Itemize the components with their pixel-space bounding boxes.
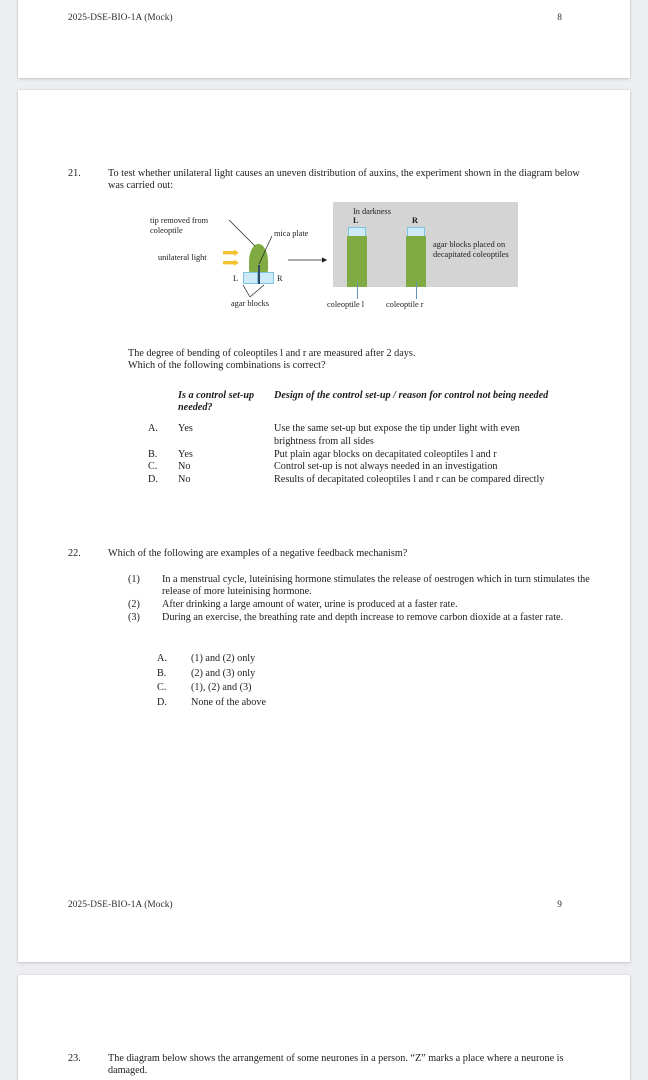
- list-item[interactable]: [156, 667, 267, 682]
- option-letter: C.: [148, 461, 158, 473]
- statement-text: After drinking a large amount of water, urine is produced at a faster rate.: [162, 599, 458, 611]
- page-8: [18, 0, 630, 78]
- agar-block-L-left-label: L: [233, 274, 239, 283]
- page-9-page-number: 9: [557, 900, 562, 910]
- option-design: Control set-up is not always needed in an investigation: [274, 461, 498, 473]
- tip-removed-label: tip removed from coleoptile: [150, 216, 209, 235]
- question-21-lead-in: [68, 348, 588, 373]
- question-22-number: 22.: [68, 548, 81, 559]
- statement-marker: (1): [128, 574, 140, 585]
- question-22-statements: [128, 574, 598, 625]
- statement-text: During an exercise, the breathing rate and depth increase to remove carbon dioxide at a faster rate.: [162, 612, 564, 624]
- option-needed: No: [178, 461, 191, 473]
- table-row[interactable]: [148, 461, 552, 474]
- agar-block-L-right-label: L: [353, 216, 359, 225]
- page-8-page-number: 8: [557, 13, 562, 23]
- agar-blocks-label: agar blocks: [231, 299, 270, 308]
- list-item[interactable]: [156, 696, 267, 711]
- diagram-connectors: [133, 202, 553, 327]
- choice-letter: B.: [157, 667, 167, 679]
- header-design-reason: Design of the control set-up / reason for control not being needed: [274, 390, 549, 401]
- question-21-lead-line-2: Which of the following combinations is correct?: [128, 360, 326, 372]
- in-darkness-label: In darkness: [353, 207, 392, 216]
- list-item[interactable]: [156, 681, 267, 696]
- agar-blocks-placed-label: agar blocks placed on decapitated coleoptiles: [433, 240, 509, 259]
- question-21-number: 21.: [68, 168, 81, 179]
- question-21-stem: To test whether unilateral light causes an uneven distribution of auxins, the experiment shown in the diagram below was carried out:: [108, 168, 580, 192]
- mica-plate-label: mica plate: [274, 229, 309, 238]
- choice-letter: C.: [157, 682, 167, 694]
- choice-letter: D.: [157, 696, 167, 708]
- statement-marker: (3): [128, 612, 140, 624]
- coleoptile-l-label: coleoptile l: [327, 300, 365, 309]
- choice-text: None of the above: [191, 696, 266, 708]
- question-21-options-table: [148, 390, 552, 487]
- list-item[interactable]: [156, 652, 267, 667]
- page-9: [18, 90, 630, 962]
- option-letter: D.: [148, 474, 158, 486]
- unilateral-light-label: unilateral light: [158, 253, 207, 262]
- question-21-diagram: [133, 202, 553, 327]
- header-control-needed: Is a control set-up needed?: [178, 390, 255, 414]
- header-blank: [148, 390, 178, 423]
- table-header-row: [148, 390, 552, 423]
- table-row[interactable]: [148, 449, 552, 462]
- page-10: [18, 975, 630, 1080]
- option-design: Use the same set-up but expose the tip under light with even brightness from all sides: [274, 423, 520, 447]
- table-row[interactable]: [148, 423, 552, 448]
- option-letter: A.: [148, 423, 158, 435]
- coleoptile-r-label: coleoptile r: [386, 300, 424, 309]
- agar-block-R-left-label: R: [277, 274, 283, 283]
- statement-marker: (2): [128, 599, 140, 611]
- list-item: [128, 599, 592, 612]
- question-23-number: 23.: [68, 1053, 81, 1064]
- statement-text: In a menstrual cycle, luteinising hormone stimulates the release of oestrogen which in turn stimulates the release of more luteinising hormone.: [162, 574, 590, 598]
- choice-text: (1) and (2) only: [191, 653, 256, 664]
- question-21: [68, 168, 588, 193]
- question-21-lead-line-1: The degree of bending of coleoptiles l and r are measured after 2 days.: [128, 348, 416, 359]
- page-8-running-head-left: 2025-DSE-BIO-1A (Mock): [68, 13, 173, 23]
- option-design: Put plain agar blocks on decapitated coleoptiles l and r: [274, 448, 497, 460]
- option-design: Results of decapitated coleoptiles l and r can be compared directly: [274, 474, 545, 486]
- option-needed: Yes: [178, 423, 193, 435]
- choice-text: (2) and (3) only: [191, 667, 256, 679]
- question-23-stem: The diagram below shows the arrangement of some neurones in a person. “Z” marks a place where a neurone is damaged.: [108, 1053, 564, 1077]
- agar-block-R-right-label: R: [412, 216, 418, 225]
- choice-letter: A.: [157, 653, 167, 664]
- option-needed: Yes: [178, 448, 193, 460]
- page-9-running-head-left: 2025-DSE-BIO-1A (Mock): [68, 900, 173, 910]
- choice-text: (1), (2) and (3): [191, 682, 252, 694]
- question-23: [68, 1053, 588, 1078]
- question-22-choices: [156, 652, 267, 710]
- option-needed: No: [178, 474, 191, 486]
- table-row[interactable]: [148, 474, 552, 487]
- question-22: [68, 548, 588, 560]
- list-item: [128, 574, 592, 599]
- list-item: [128, 612, 592, 625]
- option-letter: B.: [148, 448, 158, 460]
- question-22-stem: Which of the following are examples of a negative feedback mechanism?: [108, 548, 408, 559]
